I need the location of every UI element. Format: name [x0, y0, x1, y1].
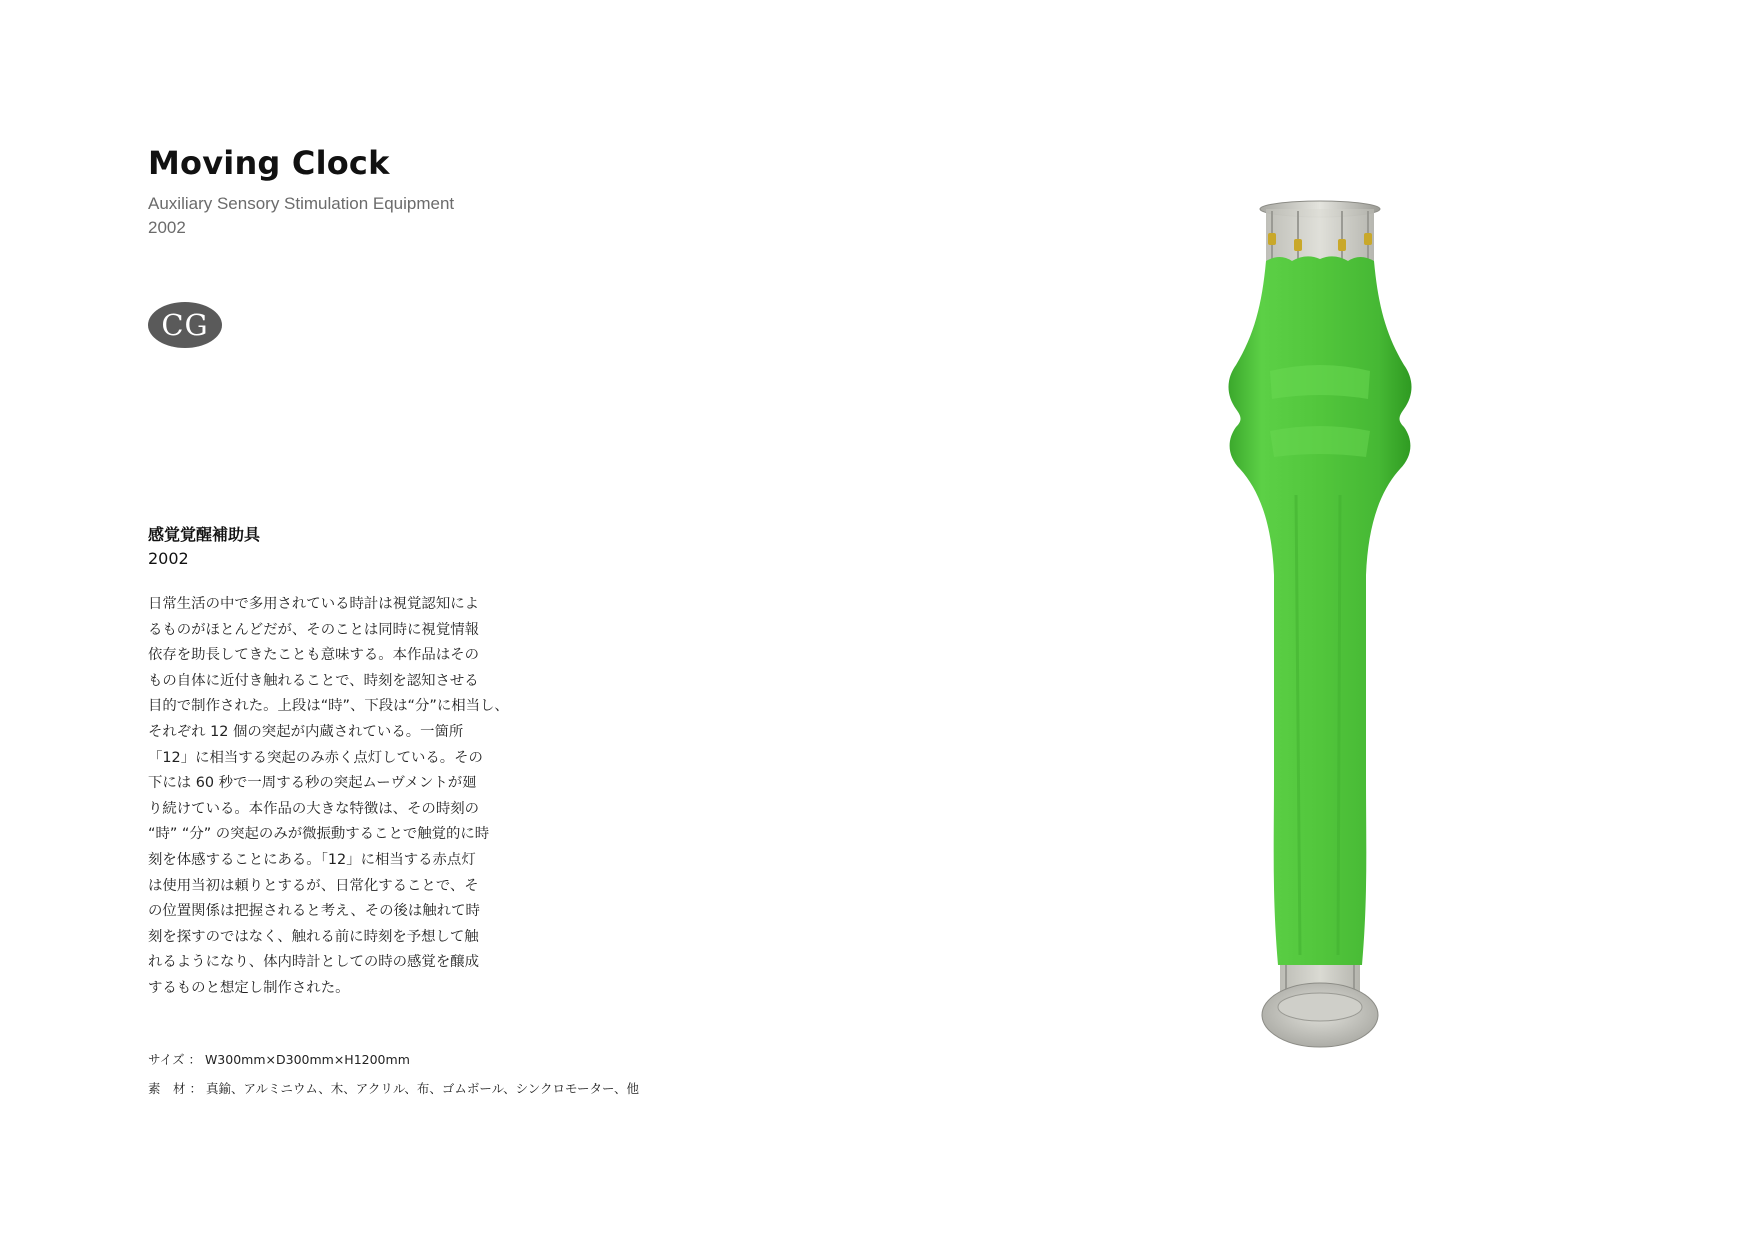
brass-clip [1294, 239, 1302, 251]
description-line: 「12」に相当する突起のみ赤く点灯している。その [148, 749, 483, 766]
description-line: もの自体に近付き触れることで、時刻を認知させる [148, 672, 479, 689]
spec-materials: 素 材 ： 真鍮、アルミニウム、木、アクリル、布、ゴムボール、シンクロモーター、他 [148, 1081, 640, 1096]
description-line: り続けている。本作品の大きな特徴は、その時刻の [148, 800, 479, 817]
description-text [148, 592, 509, 1002]
description-line: れるようになり、体内時計としての時の感覚を醸成 [148, 954, 479, 971]
description-line: の位置関係は把握されると考え、その後は触れて時 [148, 903, 480, 920]
description-line: 刻を体感することにある。「12」に相当する赤点灯 [148, 851, 476, 868]
description-line: 刻を探すのではなく、触れる前に時刻を予想して触 [148, 928, 479, 945]
fabric-body [1229, 256, 1412, 965]
moving-clock-figure [1200, 195, 1440, 1080]
brass-clip [1338, 239, 1346, 251]
description-line: るものがほとんどだが、そのことは同時に視覚情報 [148, 621, 479, 638]
description-line: それぞれ 12 個の突起が内蔵されている。一箇所 [148, 723, 464, 740]
page-subtitle: Auxiliary Sensory Stimulation Equipment [148, 194, 455, 213]
description-line: 下には 60 秒で一周する秒の突起ムーヴメントが廻 [148, 775, 477, 792]
cg-badge: CG [148, 302, 222, 348]
brass-clip [1268, 233, 1276, 245]
japanese-year: 2002 [148, 549, 189, 568]
spec-size: サイズ ： W300mm×D300mm×H1200mm [148, 1052, 410, 1067]
description-line: するものと想定し制作された。 [148, 979, 350, 996]
description-line: 日常生活の中で多用されている時計は視覚認知によ [148, 596, 479, 612]
brass-clip [1364, 233, 1372, 245]
description-line: 目的で制作された。上段は“時”、下段は“分”に相当し、 [148, 698, 509, 715]
japanese-title: 感覚覚醒補助具 [148, 525, 261, 544]
page-title: Moving Clock [148, 144, 390, 182]
description-line: 依存を助長してきたことも意味する。本作品はその [148, 647, 479, 664]
year-label: 2002 [148, 218, 186, 237]
description-line: “時” “分” の突起のみが微振動することで触覚的に時 [148, 826, 490, 843]
description-line: は使用当初は頼りとするが、日常化することで、そ [148, 877, 479, 894]
